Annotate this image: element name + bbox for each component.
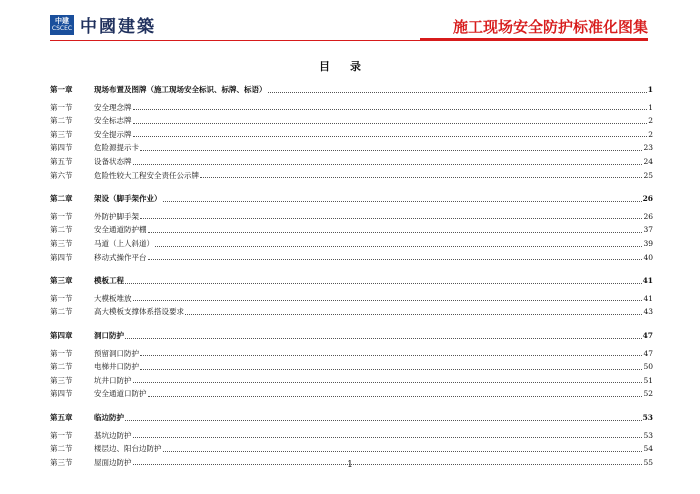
toc-entry-page: 51 — [643, 375, 653, 385]
toc-entry-title: 马道（上人斜道） — [94, 239, 154, 248]
toc-entry-number: 第二章 — [50, 194, 73, 204]
toc-entry-page: 53 — [643, 430, 653, 440]
header-divider — [50, 40, 648, 41]
toc-entry-page: 26 — [642, 194, 653, 204]
toc-dot-leader — [133, 123, 648, 124]
toc-entry-number: 第四节 — [50, 389, 73, 399]
toc-entry-title: 危险性较大工程安全责任公示牌 — [94, 170, 199, 180]
toc-entry-title: 安全标志牌 — [94, 116, 132, 126]
toc-dot-leader — [125, 283, 642, 284]
toc-entry-number: 第二节 — [50, 225, 73, 235]
toc-entry-title: 现场布置及图牌（施工现场安全标识、标牌、标语） — [94, 85, 267, 94]
toc-entry-title: 安全提示牌 — [94, 129, 132, 139]
toc-entry-number: 第一节 — [50, 293, 73, 303]
toc-entry-title: 大模板堆放 — [94, 293, 132, 303]
company-logo — [50, 12, 156, 37]
toc-dot-leader — [133, 300, 643, 301]
toc-section-row — [50, 115, 653, 127]
toc-entry-number: 第二节 — [50, 444, 73, 454]
toc-dot-leader — [133, 437, 643, 438]
toc-section-row — [50, 375, 653, 387]
document-title: 施工现场安全防护标准化图集 — [452, 18, 648, 36]
logo-mark-icon — [50, 15, 74, 35]
toc-dot-leader — [163, 201, 642, 202]
toc-entry-page: 1 — [648, 102, 653, 112]
toc-entry-number: 第二节 — [50, 307, 73, 317]
toc-entry-number: 第三节 — [50, 239, 73, 248]
toc-dot-leader — [133, 136, 648, 137]
toc-entry-number: 第五章 — [50, 413, 73, 422]
toc-entry-title: 屋面边防护 — [94, 457, 132, 467]
toc-entry-page: 53 — [642, 413, 653, 422]
toc-section-row — [50, 102, 653, 114]
toc-dot-leader — [125, 338, 642, 339]
toc-entry-page: 55 — [643, 457, 653, 467]
toc-heading: 目录 — [319, 60, 381, 73]
toc-section-row — [50, 238, 653, 250]
toc-entry-number: 第二节 — [50, 116, 73, 126]
toc-entry-number: 第三节 — [50, 375, 73, 385]
toc-dot-leader — [148, 396, 643, 397]
toc-entry-number: 第三节 — [50, 457, 73, 467]
toc-entry-number: 第五节 — [50, 157, 73, 166]
toc-dot-leader — [140, 150, 642, 151]
toc-dot-leader — [140, 355, 642, 356]
toc-entry-title: 设备状态牌 — [94, 157, 132, 166]
toc-entry-page: 39 — [643, 239, 653, 248]
toc-entry-number: 第一节 — [50, 102, 73, 112]
toc-entry-page: 40 — [643, 252, 653, 262]
toc-dot-leader — [125, 420, 642, 421]
toc-entry-page: 1 — [647, 85, 653, 94]
logo-mark-top: 中建 — [55, 16, 69, 25]
toc-entry-title: 临边防护 — [94, 413, 124, 422]
toc-dot-leader — [200, 177, 642, 178]
toc-section-row — [50, 156, 653, 168]
toc-section-row — [50, 129, 653, 141]
toc-entry-number: 第一节 — [50, 211, 73, 221]
toc-entry-page: 41 — [642, 276, 653, 286]
toc-entry-page: 2 — [648, 116, 653, 126]
toc-section-row — [50, 306, 653, 318]
toc-entry-page: 26 — [643, 211, 653, 221]
toc-chapter-row — [50, 275, 653, 287]
toc-chapter-row — [50, 84, 653, 96]
toc-chapter-row — [50, 412, 653, 424]
toc-entry-page: 41 — [643, 293, 653, 303]
toc-entry-number: 第三章 — [50, 276, 73, 286]
toc-entry-page: 24 — [643, 157, 653, 166]
toc-dot-leader — [140, 369, 642, 370]
toc-entry-title: 移动式操作平台 — [94, 252, 147, 262]
toc-entry-page: 23 — [643, 143, 653, 153]
toc-section-row — [50, 252, 653, 264]
toc-entry-title: 电梯井口防护 — [94, 362, 139, 372]
toc-entry-number: 第三节 — [50, 129, 73, 139]
toc-dot-leader — [185, 314, 642, 315]
toc-section-row — [50, 211, 653, 223]
toc-entry-title: 安全通道防护棚 — [94, 225, 147, 235]
page-header — [0, 0, 700, 44]
toc-entry-number: 第四节 — [50, 143, 73, 153]
toc-entry-title: 外防护脚手架 — [94, 211, 139, 221]
toc-section-row — [50, 361, 653, 373]
toc-entry-page: 2 — [648, 129, 653, 139]
toc-entry-title: 架设（脚手架作业） — [94, 194, 162, 204]
toc-entry-title: 坑井口防护 — [94, 375, 132, 385]
toc-entry-title: 危险源提示卡 — [94, 143, 139, 153]
toc-entry-number: 第四章 — [50, 331, 73, 340]
toc-dot-leader — [268, 92, 647, 93]
toc-section-row — [50, 293, 653, 305]
toc-entry-page: 47 — [642, 331, 653, 340]
toc-entry-title: 高大模板支撑体系搭设要求 — [94, 307, 184, 317]
toc-entry-page: 25 — [643, 170, 653, 180]
toc-entry-title: 洞口防护 — [94, 331, 124, 340]
toc-section-row — [50, 443, 653, 455]
logo-text: 中國建築 — [80, 17, 156, 37]
toc-section-row — [50, 224, 653, 236]
toc-entry-number: 第一节 — [50, 348, 73, 358]
toc-dot-leader — [155, 246, 642, 247]
toc-section-row — [50, 170, 653, 182]
toc-section-row — [50, 348, 653, 360]
toc-entry-number: 第一节 — [50, 430, 73, 440]
toc-entry-page: 54 — [643, 444, 653, 454]
toc-entry-page: 50 — [643, 362, 653, 372]
toc-dot-leader — [140, 218, 642, 219]
toc-entry-number: 第六节 — [50, 170, 73, 180]
toc-dot-leader — [163, 451, 643, 452]
toc-entry-title: 模板工程 — [94, 276, 124, 286]
toc-entry-title: 楼层边、阳台边防护 — [94, 444, 162, 454]
toc-entry-page: 43 — [643, 307, 653, 317]
toc-entry-page: 52 — [643, 389, 653, 399]
toc-dot-leader — [148, 259, 643, 260]
logo-mark-bottom: CSCEC — [51, 24, 73, 32]
toc-section-row — [50, 142, 653, 154]
toc-entry-page: 47 — [643, 348, 653, 358]
page-number: 1 — [347, 460, 353, 470]
toc-entry-title: 安全理念牌 — [94, 102, 132, 112]
toc-chapter-row — [50, 330, 653, 342]
toc-entry-page: 37 — [643, 225, 653, 235]
toc-dot-leader — [133, 164, 643, 165]
toc-section-row — [50, 388, 653, 400]
toc-dot-leader — [148, 232, 643, 233]
toc-entry-number: 第四节 — [50, 252, 73, 262]
toc-entry-number: 第二节 — [50, 362, 73, 372]
toc-chapter-row — [50, 193, 653, 205]
toc-section-row — [50, 430, 653, 442]
toc-entry-title: 预留洞口防护 — [94, 348, 139, 358]
toc-entry-title: 安全通道口防护 — [94, 389, 147, 399]
toc-entry-number: 第一章 — [50, 85, 73, 94]
toc-entry-title: 基坑边防护 — [94, 430, 132, 440]
toc-dot-leader — [133, 109, 648, 110]
header-divider-accent — [420, 38, 648, 40]
toc-dot-leader — [133, 382, 643, 383]
